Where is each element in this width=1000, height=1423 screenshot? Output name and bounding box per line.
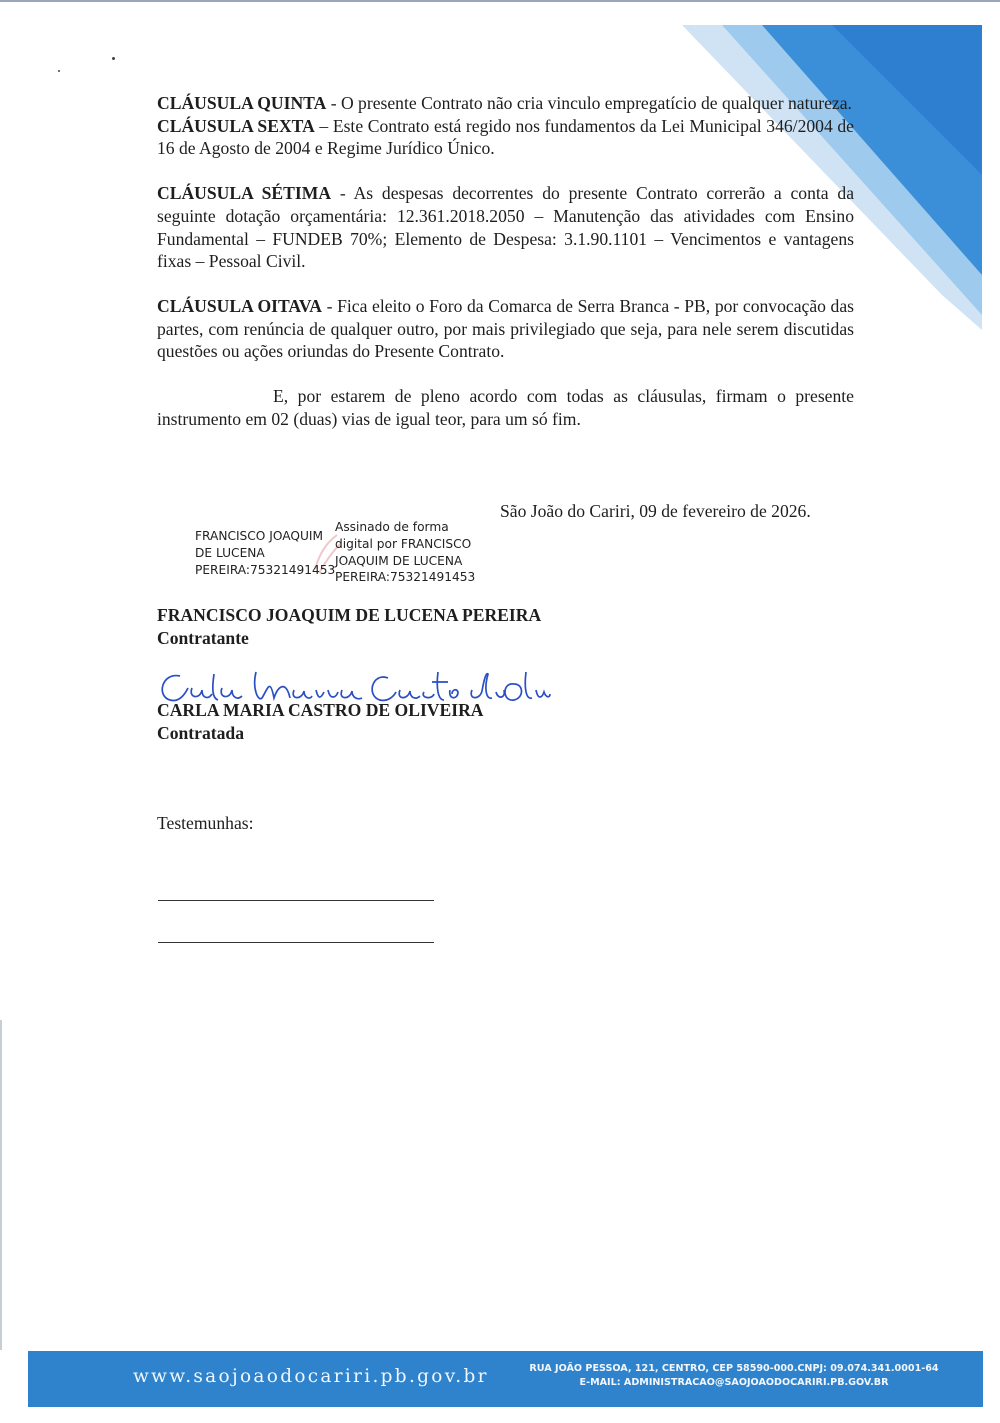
- date-line: São João do Cariri, 09 de fevereiro de 2026.: [500, 501, 811, 521]
- scan-edge-line: [0, 1020, 2, 1350]
- closing-paragraph: E, por estarem de pleno acordo com todas as cláusulas, firmam o presente instrumento em 02 (duas) vias de igual teor, para um só fim.: [157, 386, 854, 429]
- clause-text: - Fica eleito o Foro da Comarca de Serra Branca - PB, por convocação das partes, com renúncia de qualquer outro, por mais privilegiado que seja, para nele serem discutidas questões ou ações oriundas do Presente Contrato.: [157, 295, 855, 362]
- clause-title: CLÁUSULA SÉTIMA: [157, 183, 332, 204]
- clause-sexta: [157, 115, 854, 160]
- clause-quinta: [157, 92, 854, 115]
- digital-signature-block: [195, 519, 485, 589]
- scan-speck: [112, 57, 115, 60]
- clause-oitava: [157, 295, 854, 363]
- contratante-name: FRANCISCO JOAQUIM DE LUCENA PEREIRA: [157, 605, 542, 625]
- witness-line-2: [158, 942, 434, 943]
- clause-text: - O presente Contrato não cria vinculo empregatício de qualquer natureza.: [326, 93, 852, 113]
- contratada-role: Contratada: [157, 723, 244, 743]
- top-border-line: [0, 0, 1000, 2]
- scan-speck: [58, 70, 60, 72]
- contratada-name: CARLA MARIA CASTRO DE OLIVEIRA: [157, 700, 484, 720]
- clause-title: CLÁUSULA SEXTA: [157, 115, 315, 136]
- witnesses-label: Testemunhas:: [157, 813, 254, 833]
- clause-title: CLÁUSULA OITAVA: [157, 295, 322, 316]
- footer-band: [28, 1351, 983, 1407]
- clause-text: – Este Contrato está regido nos fundamentos da Lei Municipal 346/2004 de 16 de Agosto de 2004 e Regime Jurídico Único.: [157, 115, 854, 159]
- witness-line-1: [158, 900, 434, 901]
- contratante-role: Contratante: [157, 628, 249, 648]
- clause-text: - As despesas decorrentes do presente Contrato correrão a conta da seguinte dotação orçamentária: 12.361.2018.2050 – Manutenção das atividades com Ensino Fundamental – FUNDEB 70%; Elemento de Despesa: 3.1.90.1101 – Vencimentos e vantagens fixas – Pessoal Civil.: [157, 183, 854, 272]
- digital-signature-name: FRANCISCO JOAQUIM DE LUCENA PEREIRA:75321491453: [195, 529, 336, 577]
- clause-title: CLÁUSULA QUINTA: [157, 93, 327, 113]
- digital-signature-info: Assinado de forma digital por FRANCISCO JOAQUIM DE LUCENA PEREIRA:75321491453: [335, 520, 476, 585]
- footer-website: www.saojoaodocariri.pb.gov.br: [133, 1366, 489, 1387]
- contract-body: [157, 92, 854, 430]
- footer-address: RUA JOÃO PESSOA, 121, CENTRO, CEP 58590-000.CNPJ: 09.074.341.0001-64 E-MAIL: ADMINISTRACAO@SAOJOAODOCARIRI.PB.GOV.BR: [529, 1363, 939, 1388]
- clause-setima: [157, 182, 854, 273]
